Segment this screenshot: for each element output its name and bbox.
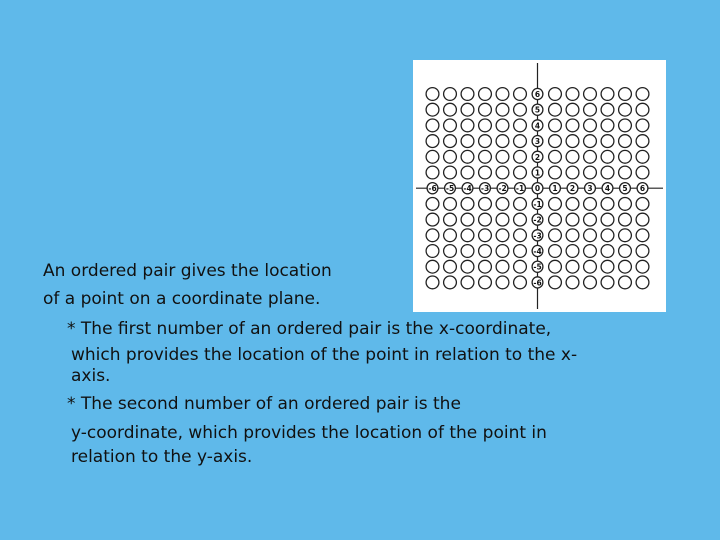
x-axis-tick-label: 3 bbox=[587, 184, 593, 194]
bullet-2-line-1: * The second number of an ordered pair is the bbox=[67, 394, 461, 414]
y-axis-tick-label: -3 bbox=[533, 231, 542, 241]
y-axis-tick-label: -4 bbox=[533, 247, 542, 256]
y-axis-tick-label: -2 bbox=[533, 215, 542, 225]
y-axis-tick-label: 1 bbox=[534, 168, 541, 178]
x-axis-tick-label: 5 bbox=[622, 184, 628, 194]
x-axis-tick-label: 4 bbox=[604, 184, 611, 194]
y-axis-tick-label: 4 bbox=[534, 121, 541, 131]
bullet-1-line-2: which provides the location of the point in relation to the x- bbox=[71, 345, 578, 365]
x-axis-tick-label: 6 bbox=[639, 184, 646, 194]
bullet-2-line-3: relation to the y-axis. bbox=[71, 447, 253, 467]
y-axis-tick-label: 2 bbox=[534, 152, 541, 162]
y-axis-tick-label: -1 bbox=[533, 199, 542, 209]
bullet-2-line-2: y-coordinate, which provides the location of the point in bbox=[71, 423, 547, 443]
y-axis-tick-label: 6 bbox=[534, 90, 541, 99]
x-axis-tick-label: -2 bbox=[498, 184, 507, 194]
x-axis-tick-label: -3 bbox=[480, 184, 490, 194]
x-axis-tick-label: -5 bbox=[445, 184, 455, 194]
y-axis-tick-label: -5 bbox=[533, 262, 542, 272]
x-axis-tick-label: 1 bbox=[552, 184, 558, 194]
intro-line-1: An ordered pair gives the location bbox=[43, 261, 332, 281]
y-axis-tick-label: 5 bbox=[534, 105, 541, 115]
x-axis-tick-label: -1 bbox=[515, 184, 525, 194]
bullet-1-line-1: * The first number of an ordered pair is the x-coordinate, bbox=[67, 319, 552, 339]
x-axis-tick-label: -6 bbox=[428, 184, 437, 194]
x-axis-tick-label: 2 bbox=[569, 184, 576, 194]
y-axis-tick-label: 3 bbox=[534, 137, 541, 147]
y-axis-tick-label: -6 bbox=[533, 278, 542, 288]
intro-line-2: of a point on a coordinate plane. bbox=[43, 289, 321, 309]
x-axis-tick-label: -4 bbox=[463, 184, 472, 194]
x-axis-tick-label: 0 bbox=[534, 184, 541, 194]
bullet-1-line-3: axis. bbox=[71, 366, 111, 386]
